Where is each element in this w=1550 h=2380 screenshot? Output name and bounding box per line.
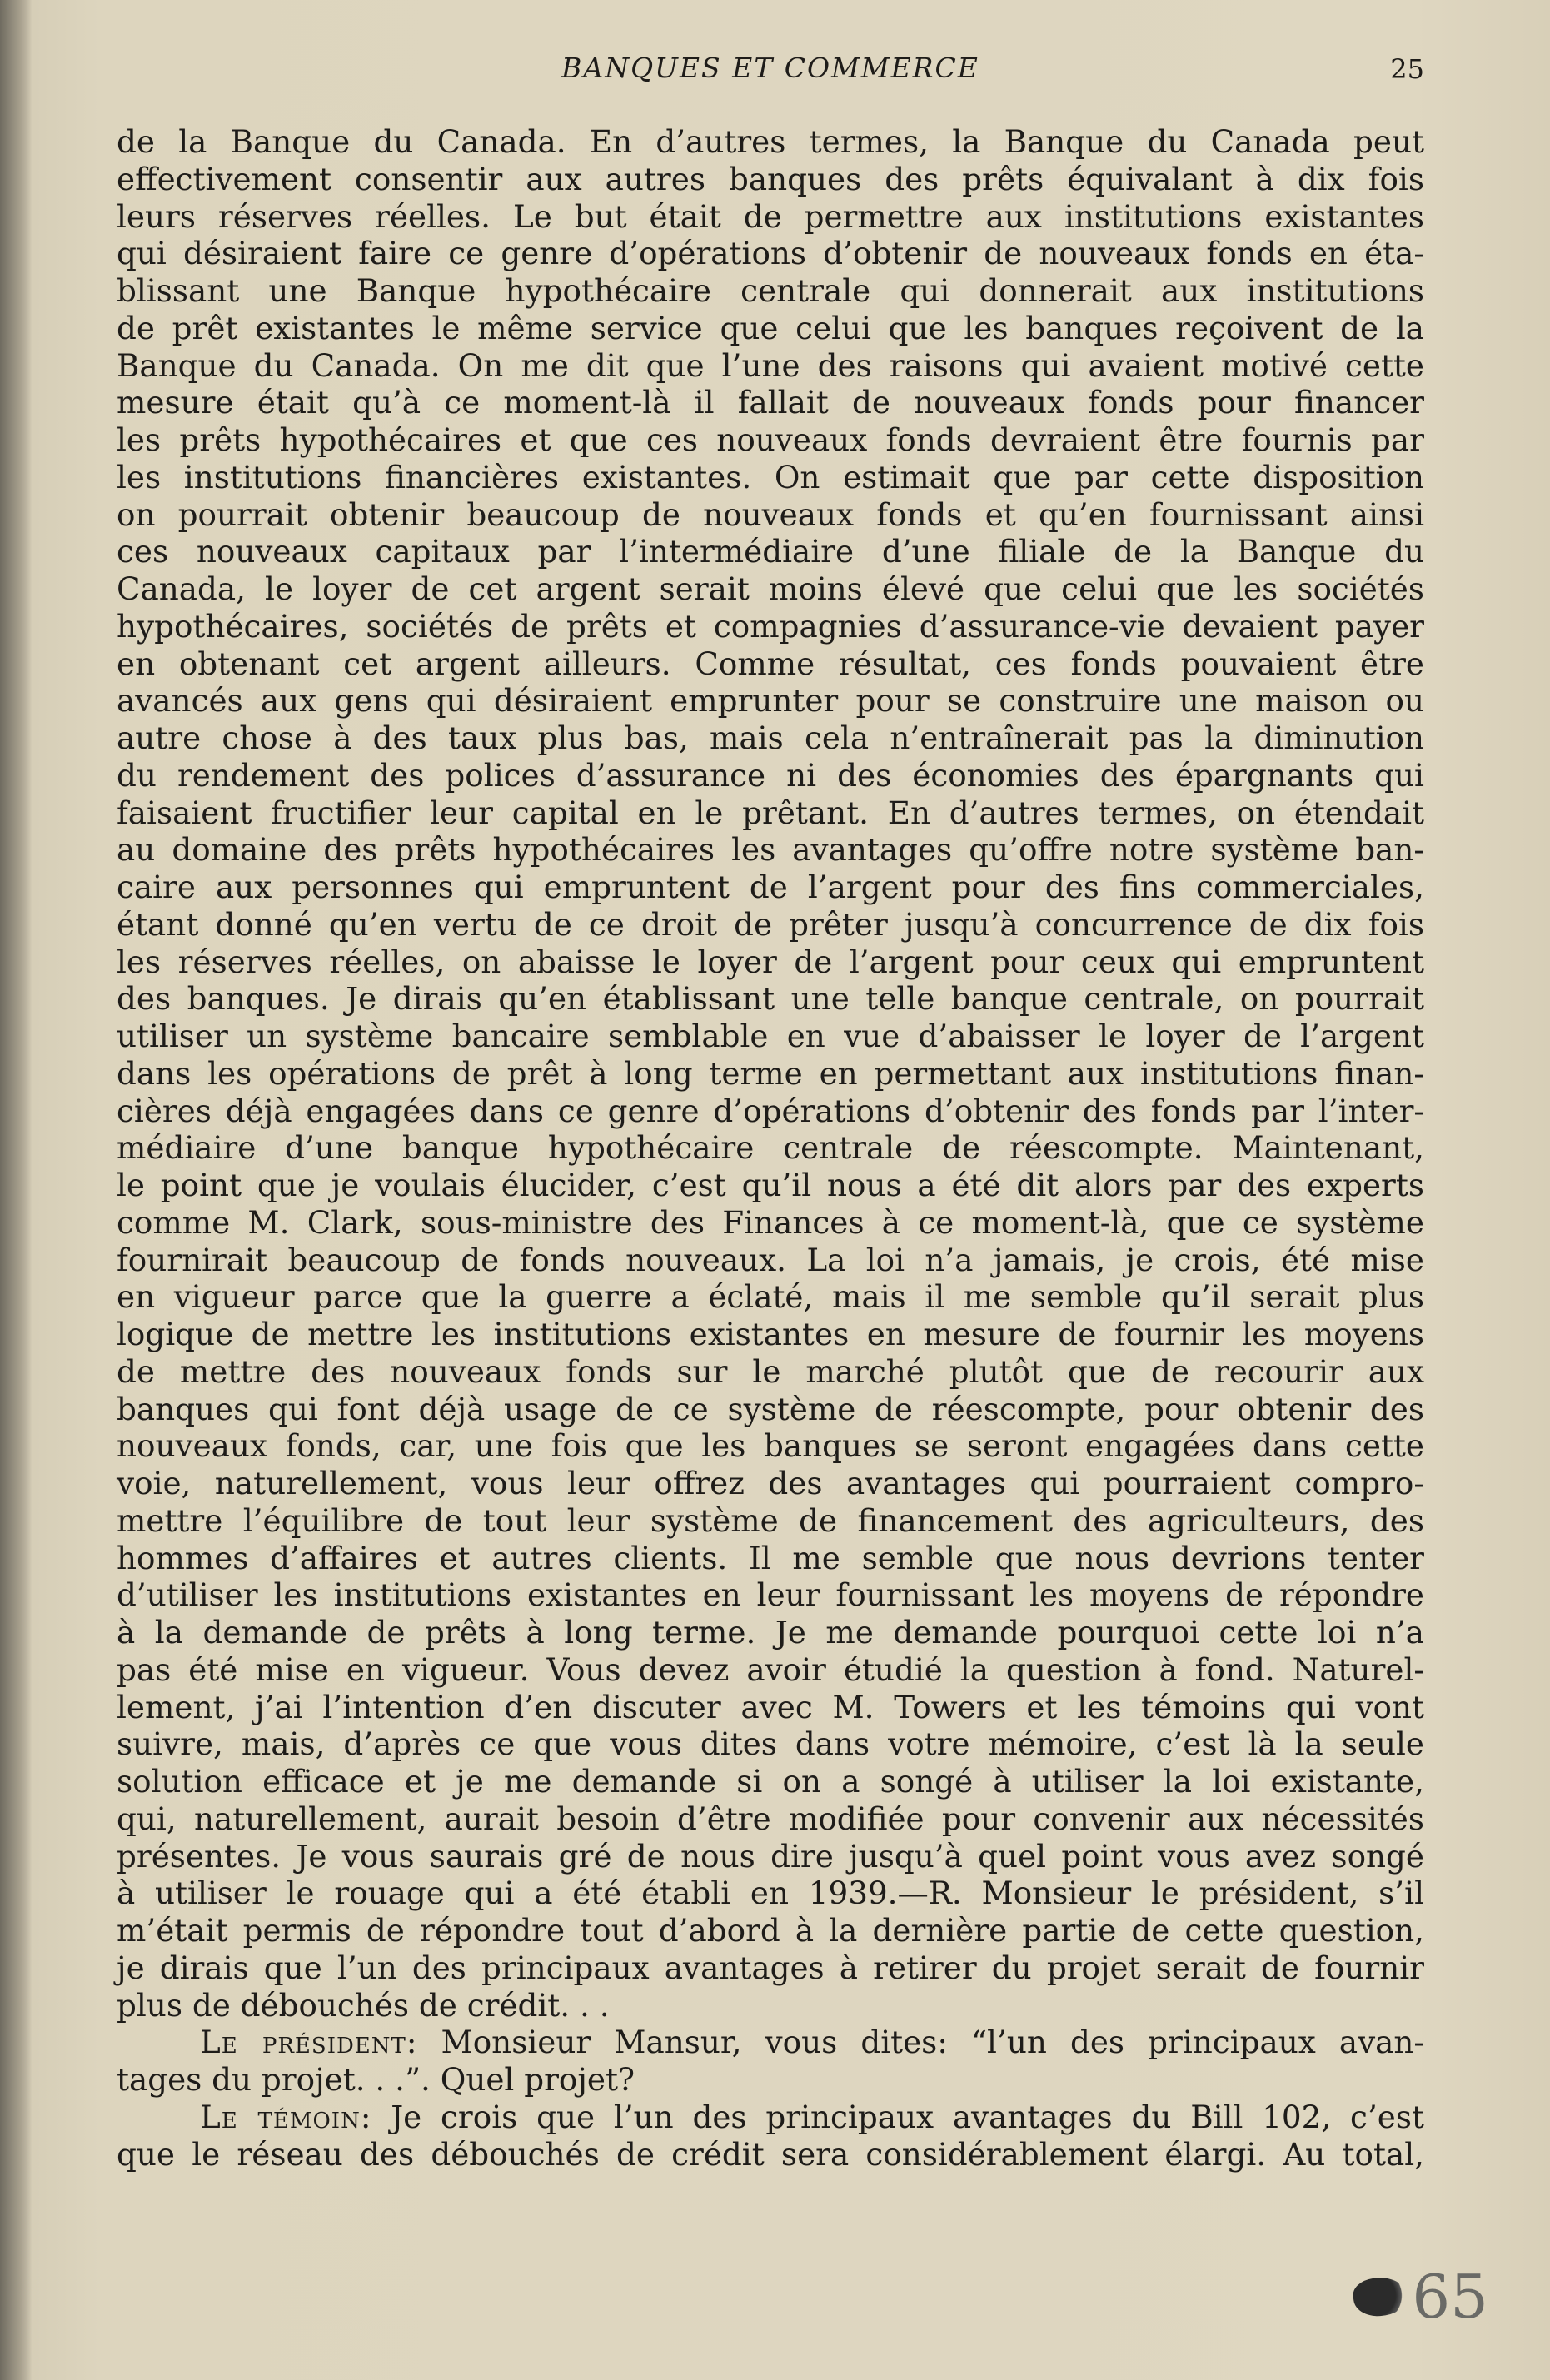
text-line: les réserves réelles, on abaisse le loyer de l’argent pour ceux qui empruntent xyxy=(117,943,1424,980)
text-line: les prêts hypothécaires et que ces nouveaux fonds devraient être fournis par xyxy=(117,421,1424,458)
text-line: médiaire d’une banque hypothécaire centrale de réescompte. Maintenant, xyxy=(117,1129,1424,1167)
text-line: qui désiraient faire ce genre d’opérations d’obtenir de nouveaux fonds en éta- xyxy=(117,235,1424,272)
text-line: dans les opérations de prêt à long terme en permettant aux institutions finan- xyxy=(117,1054,1424,1092)
witness-line-2: que le réseau des débouchés de crédit sera considérablement élargi. Au total, xyxy=(117,2135,1424,2173)
text-line: utiliser un système bancaire semblable en vue d’abaisser le loyer de l’argent xyxy=(117,1018,1424,1054)
body-text xyxy=(117,123,1424,2173)
text-line: banques qui font déjà usage de ce système de réescompte, pour obtenir des xyxy=(117,1390,1424,1427)
text-line: au domaine des prêts hypothécaires les avantages qu’offre notre système ban- xyxy=(117,831,1424,869)
text-line: à la demande de prêts à long terme. Je me demande pourquoi cette loi n’a xyxy=(117,1614,1424,1651)
text-line: les institutions financières existantes. On estimait que par cette disposition xyxy=(117,458,1424,495)
text-line: lement, j’ai l’intention d’en discuter avec M. Towers et les témoins qui vont xyxy=(117,1688,1424,1725)
text-line: de la Banque du Canada. En d’autres termes, la Banque du Canada peut xyxy=(117,123,1424,160)
text-line: je dirais que l’un des principaux avantages à retirer du projet serait de fournir xyxy=(117,1949,1424,1986)
text-line: effectivement consentir aux autres banques des prêts équivalant à dix fois xyxy=(117,160,1424,197)
text-line: Banque du Canada. On me dit que l’une des raisons qui avaient motivé cette xyxy=(117,346,1424,384)
text-line: comme M. Clark, sous-ministre des Finances à ce moment-là, que ce système xyxy=(117,1203,1424,1241)
text-line: en obtenant cet argent ailleurs. Comme résultat, ces fonds pouvaient être xyxy=(117,645,1424,682)
text-line: logique de mettre les institutions existantes en mesure de fournir les moyens xyxy=(117,1316,1424,1352)
ink-blot-icon xyxy=(1351,2274,1409,2319)
page-number: 25 xyxy=(1390,53,1424,85)
text-line: des banques. Je dirais qu’en établissant une telle banque centrale, on pourrait xyxy=(117,980,1424,1018)
text-line: étant donné qu’en vertu de ce droit de prêter jusqu’à concurrence de dix fois xyxy=(117,905,1424,943)
text-line: autre chose à des taux plus bas, mais cela n’entraînerait pas la diminution xyxy=(117,719,1424,756)
text-line: de prêt existantes le même service que celui que les banques reçoivent de la xyxy=(117,309,1424,346)
president-line-2: tages du projet. . .”. Quel projet? xyxy=(117,2061,635,2098)
text-line: ces nouveaux capitaux par l’intermédiaire d’une filiale de la Banque du xyxy=(117,533,1424,570)
stamp-number: 65 xyxy=(1412,2262,1488,2332)
text-line: blissant une Banque hypothécaire centrale qui donnerait aux institutions xyxy=(117,272,1424,309)
speaker-president: Le président: xyxy=(200,2024,418,2061)
text-line: présentes. Je vous saurais gré de nous dire jusqu’à quel point vous avez songé xyxy=(117,1837,1424,1875)
speaker-witness: Le témoin: xyxy=(200,2098,372,2135)
text-line: du rendement des polices d’assurance ni des économies des épargnants qui xyxy=(117,756,1424,794)
text-line: d’utiliser les institutions existantes en leur fournissant les moyens de répondre xyxy=(117,1576,1424,1614)
text-line: le point que je voulais élucider, c’est qu’il nous a été dit alors par des experts xyxy=(117,1167,1424,1203)
text-line: qui, naturellement, aurait besoin d’être modifiée pour convenir aux nécessités xyxy=(117,1800,1424,1837)
text-line: de mettre des nouveaux fonds sur le marché plutôt que de recourir aux xyxy=(117,1352,1424,1390)
text-line: mesure était qu’à ce moment-là il fallait de nouveaux fonds pour financer xyxy=(117,384,1424,421)
running-title: BANQUES ET COMMERCE xyxy=(561,52,979,84)
text-line: m’était permis de répondre tout d’abord à la dernière partie de cette question, xyxy=(117,1912,1424,1949)
witness-line-1-text: Je crois que l’un des principaux avantages du Bill 102, c’est xyxy=(371,2098,1424,2135)
text-line: leurs réserves réelles. Le but était de permettre aux institutions existantes xyxy=(117,197,1424,235)
text-line: en vigueur parce que la guerre a éclaté, mais il me semble qu’il serait plus xyxy=(117,1278,1424,1316)
text-line: on pourrait obtenir beaucoup de nouveaux fonds et qu’en fournissant ainsi xyxy=(117,495,1424,533)
text-line: caire aux personnes qui empruntent de l’argent pour des fins commerciales, xyxy=(117,869,1424,905)
text-line: plus de débouchés de crédit. . . xyxy=(117,1986,610,2024)
text-line: fournirait beaucoup de fonds nouveaux. La loi n’a jamais, je crois, été mise xyxy=(117,1241,1424,1278)
text-line: nouveaux fonds, car, une fois que les banques se seront engagées dans cette xyxy=(117,1427,1424,1465)
paragraph-1 xyxy=(117,123,1424,2024)
president-line-1 xyxy=(117,2024,1424,2061)
text-line: voie, naturellement, vous leur offrez des avantages qui pourraient compro- xyxy=(117,1465,1424,1501)
running-head xyxy=(117,52,1424,93)
archive-stamp xyxy=(1353,2263,1488,2330)
text-line: avancés aux gens qui désiraient emprunter pour se construire une maison ou xyxy=(117,682,1424,719)
text-line: à utiliser le rouage qui a été établi en 1939.—R. Monsieur le président, s’il xyxy=(117,1875,1424,1912)
witness-line-1 xyxy=(117,2099,1424,2136)
text-line: solution efficace et je me demande si on a songé à utiliser la loi existante, xyxy=(117,1763,1424,1800)
text-line: cières déjà engagées dans ce genre d’opérations d’obtenir des fonds par l’inter- xyxy=(117,1092,1424,1129)
text-line: hommes d’affaires et autres clients. Il me semble que nous devrions tenter xyxy=(117,1539,1424,1576)
book-spine-shadow xyxy=(0,0,32,2380)
text-line: pas été mise en vigueur. Vous devez avoir étudié la question à fond. Naturel- xyxy=(117,1651,1424,1688)
text-line: Canada, le loyer de cet argent serait moins élevé que celui que les sociétés xyxy=(117,570,1424,607)
text-line: suivre, mais, d’après ce que vous dites dans votre mémoire, c’est là la seule xyxy=(117,1725,1424,1763)
text-line: mettre l’équilibre de tout leur système de financement des agriculteurs, des xyxy=(117,1501,1424,1539)
text-line: hypothécaires, sociétés de prêts et compagnies d’assurance-vie devaient payer xyxy=(117,607,1424,645)
president-line-1-text: Monsieur Mansur, vous dites: “l’un des principaux avan- xyxy=(417,2024,1425,2061)
text-line: faisaient fructifier leur capital en le prêtant. En d’autres termes, on étendait xyxy=(117,794,1424,831)
